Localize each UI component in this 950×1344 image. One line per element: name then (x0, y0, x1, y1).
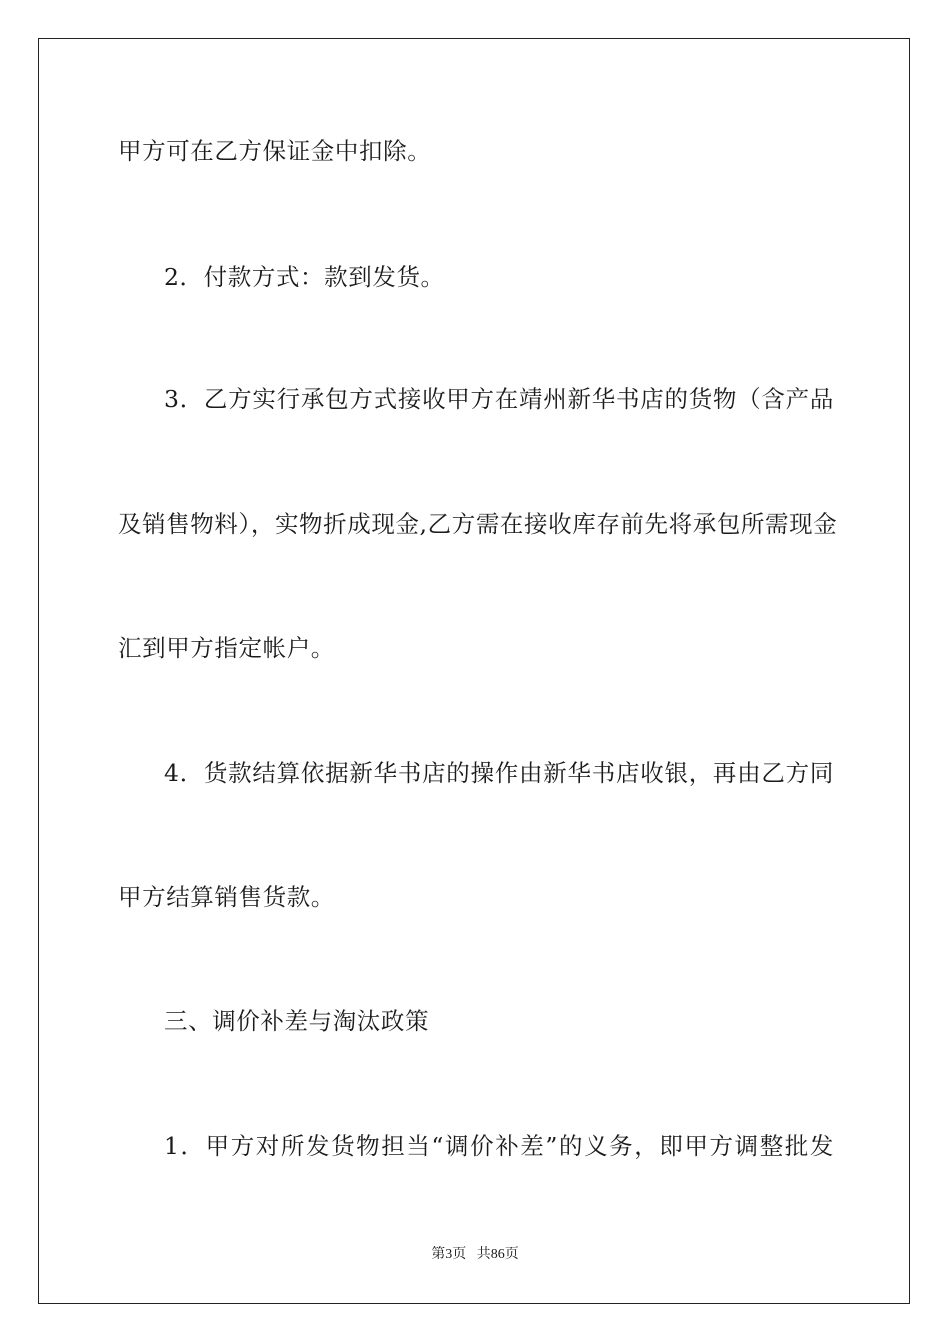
page-footer (0, 1245, 950, 1265)
text-line: 1．甲方对所发货物担当“调价补差”的义务，即甲方调整批发 (164, 1132, 834, 1160)
text-line: 4．货款结算依据新华书店的操作由新华书店收银，再由乙方同 (164, 759, 834, 787)
text-line: 2．付款方式：款到发货。 (164, 263, 445, 291)
text-line: 甲方可在乙方保证金中扣除。 (118, 137, 432, 165)
text-line: 3．乙方实行承包方式接收甲方在靖州新华书店的货物（含产品 (164, 385, 834, 413)
page-border (38, 38, 910, 1304)
text-line: 甲方结算销售货款。 (118, 883, 335, 911)
text-line: 汇到甲方指定帐户。 (118, 634, 335, 662)
total-pages: 共86页 (476, 1247, 519, 1262)
section-heading: 三、调价补差与淘汰政策 (164, 1007, 430, 1035)
text-line: 及销售物料），实物折成现金,乙方需在接收库存前先将承包所需现金 (118, 510, 838, 538)
page-number: 第3页 (431, 1247, 467, 1262)
